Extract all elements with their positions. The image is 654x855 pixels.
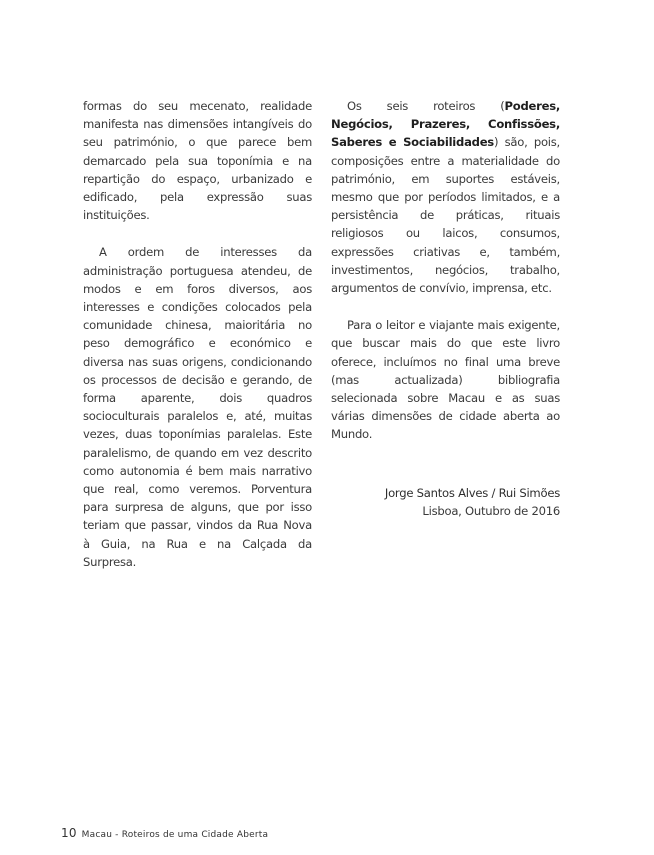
signature-place-date: Lisboa, Outubro de 2016 xyxy=(422,503,560,518)
paragraph: Para o leitor e viajante mais exigente, que buscar mais do que este livro oferece, incluímos no final uma breve (mas actualizada) bibliografia selecionada sobre Macau e as suas várias dimensões de cidade aberta ao Mundo. xyxy=(331,318,560,442)
paragraph xyxy=(331,97,560,297)
left-column xyxy=(83,97,312,590)
running-title: Macau - Roteiros de uma Cidade Aberta xyxy=(81,830,269,840)
page-number: 10 xyxy=(61,826,77,840)
paragraph-intro: Os seis roteiros ( xyxy=(347,99,505,113)
paragraph: A ordem de interesses da administração portuguesa atendeu, de modos e em foros diversos, aos interesses e condições colocados pela comunidade chinesa, maioritária no peso demográfico e económico e diversa nas suas origens, condicionando os processos de decisão e gerando, de forma aparente, dois quadros socioculturais paralelos e, até, muitas vezes, duas toponímias paralelas. Este paralelismo, de quando em vez descrito como autonomia é bem mais narrativo que real, como veremos. Porventura para surpresa de alguns, que por isso teriam que passar, vindos da Rua Nova à Guia, na Rua e na Calçada da Surpresa. xyxy=(83,245,312,569)
page-footer xyxy=(61,826,268,840)
right-column xyxy=(331,97,560,539)
signature xyxy=(331,484,560,520)
signature-authors: Jorge Santos Alves / Rui Simões xyxy=(384,485,560,500)
paragraph: formas do seu mecenato, realidade manifesta nas dimensões intangíveis do seu património, o que parece bem demarcado pela sua toponímia e na repartição do espaço, urbanizado e edificado, pela expressão suas instituições. xyxy=(83,99,312,223)
paragraph-rest: ) são, pois, composições entre a materialidade do património, em suportes estáveis, mesmo que por períodos limitados, e a persistência de práticas, rituais religiosos ou laicos, consumos, expressões criativas e, também, investimentos, negócios, trabalho, argumentos de convívio, imprensa, etc. xyxy=(331,135,560,296)
itinerary-list: Poderes, Negócios, Prazeres, Confissões, Saberes e Sociabilidades xyxy=(331,99,560,150)
